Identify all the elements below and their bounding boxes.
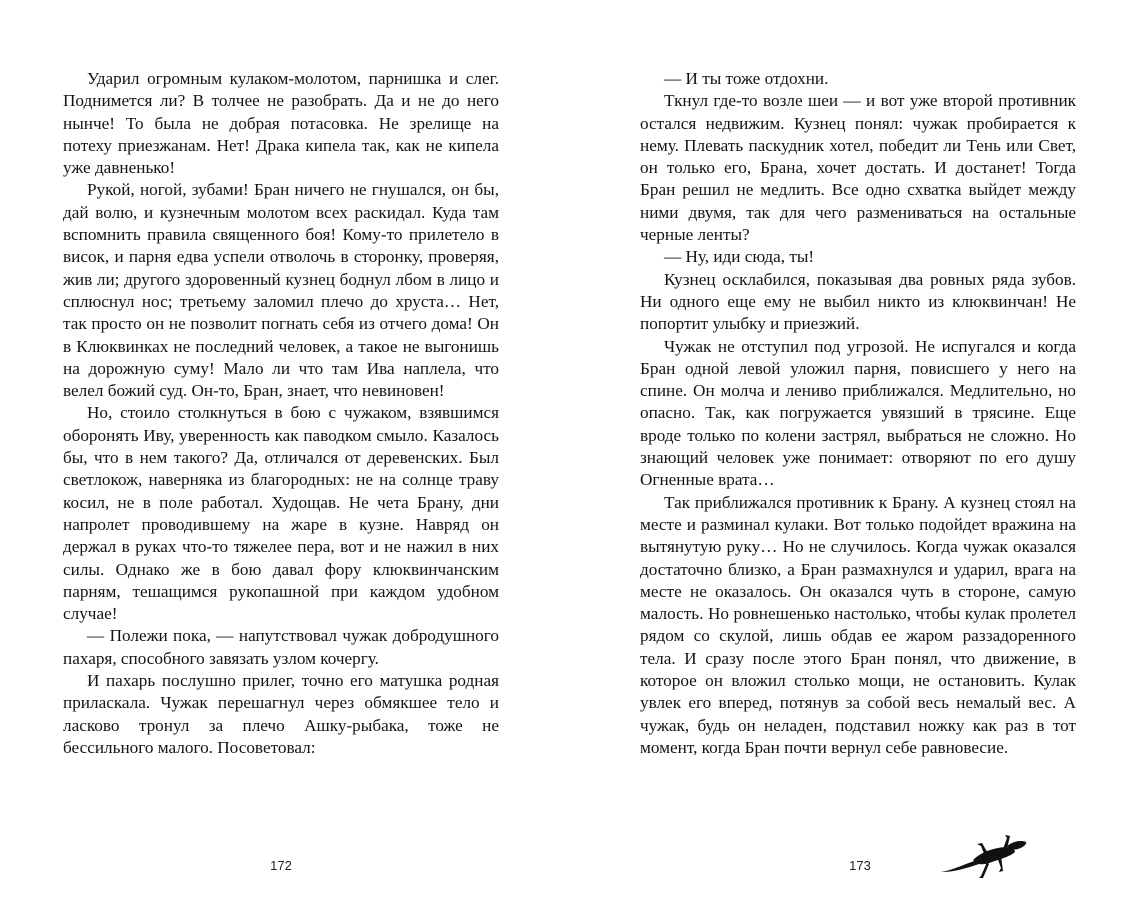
page-number-right: 173 [849,858,871,873]
paragraph: И пахарь послушно прилег, точно его матушка родная приласкала. Чужак перешагнул через обмякшее тело и ласково тронул за плечо Ашку-рыбака, тоже не бессильного малого. Посоветовал: [63,671,499,757]
paragraph: Так приближался противник к Брану. А кузнец стоял на месте и разминал кулаки. Вот только подойдет вражина на вытянутую руку… Но не случилось. Когда чужак оказался достаточно близко, а Бран размахнулся и ударил, врага на месте не оказалось. Он оказался чуть в стороне, самую малость. Но ровнешенько настолько, чтобы кулак пролетел рядом со скулой, лишь обдав ее жаром раззадоренного тела. И сразу после этого Бран понял, что движение, в которое он вложил столько мощи, не остановить. Кулак увлек его вперед, потянув за собой весь немалый вес. А чужак, будь он неладен, подставил ножку как раз в тот момент, когда Бран почти вернул себе равновесие. [640,492,1076,757]
paragraph: Ударил огромным кулаком-молотом, парнишка и слег. Поднимется ли? В толчее не разобрать. Да и не до него нынче! То была не добрая потасовка. Не зрелище на потеху приезжанам. Нет! Драка кипела так, как не кипела уже давненько! [63,69,499,178]
paragraph: Рукой, ногой, зубами! Бран ничего не гнушался, он бы, дай волю, и кузнечным молотом всех раскидал. Куда там вспомнить правила священного боя! Кому-то прилетело в висок, и парня едва успели отволочь в сторонку, проверяя, жив ли; другого здоровенный кузнец боднул лбом в лицо и сплюснул нос; третьему заломил плечо до хруста… Нет, так просто он не позволит погнать себя из отчего дома! Он в Клюквинках не последний человек, а такое не выгонишь на дорожную суму! Мало ли что там Ива наплела, что велел божий суд. Он-то, Бран, знает, что невиновен! [63,180,499,401]
paragraph: Но, стоило столкнуться в бою с чужаком, взявшимся оборонять Иву, уверенность как паводком смыло. Казалось бы, что в нем такого? Да, отличался от деревенских. Был светлокож, наверняка из благородных: не на солнце траву косил, не в поле работал. Худощав. Не чета Брану, дни напролет проводившему на жаре в кузне. Навряд он держал в руках что-то тяжелее пера, вот и не нажил в них силы. Однако же в бою давал фору клюквинчанским парням, тешащимся рукопашной при каждом удобном случае! [63,403,499,624]
paragraph: — Полежи пока, — напутствовал чужак добродушного пахаря, способного завязать узлом кочергу. [63,626,499,668]
lizard-icon [935,832,1031,884]
right-page-text [640,68,1076,759]
left-page-text [63,68,499,759]
paragraph: Кузнец осклабился, показывая два ровных ряда зубов. Ни одного еще ему не выбил никто из клюквинчан! Не попортит улыбку и приезжий. [640,269,1076,334]
paragraph: — И ты тоже отдохни. [664,69,829,88]
page-number-left: 172 [270,858,292,873]
paragraph: Чужак не отступил под угрозой. Не испугался и когда Бран одной левой уложил парня, повисшего у него на спине. Он молча и лениво приближался. Медлительно, но опасно. Так, как погружается увязший в трясине. Еще вроде только по колени застрял, выбраться не сложно. Но знающий человек уже понимает: отворяют по его душу Огненные врата… [640,336,1076,490]
paragraph: — Ну, иди сюда, ты! [664,247,815,267]
paragraph: Ткнул где-то возле шеи — и вот уже второй противник остался недвижим. Кузнец понял: чужак пробирается к нему. Плевать паскудник хотел, победит ли Тень или Свет, он только его, Брана, хочет достать. И достанет! Тогда Бран решил не медлить. Все одно схватка выйдет между ними двумя, так для чего размениваться на остальные черные ленты? [640,91,1076,245]
